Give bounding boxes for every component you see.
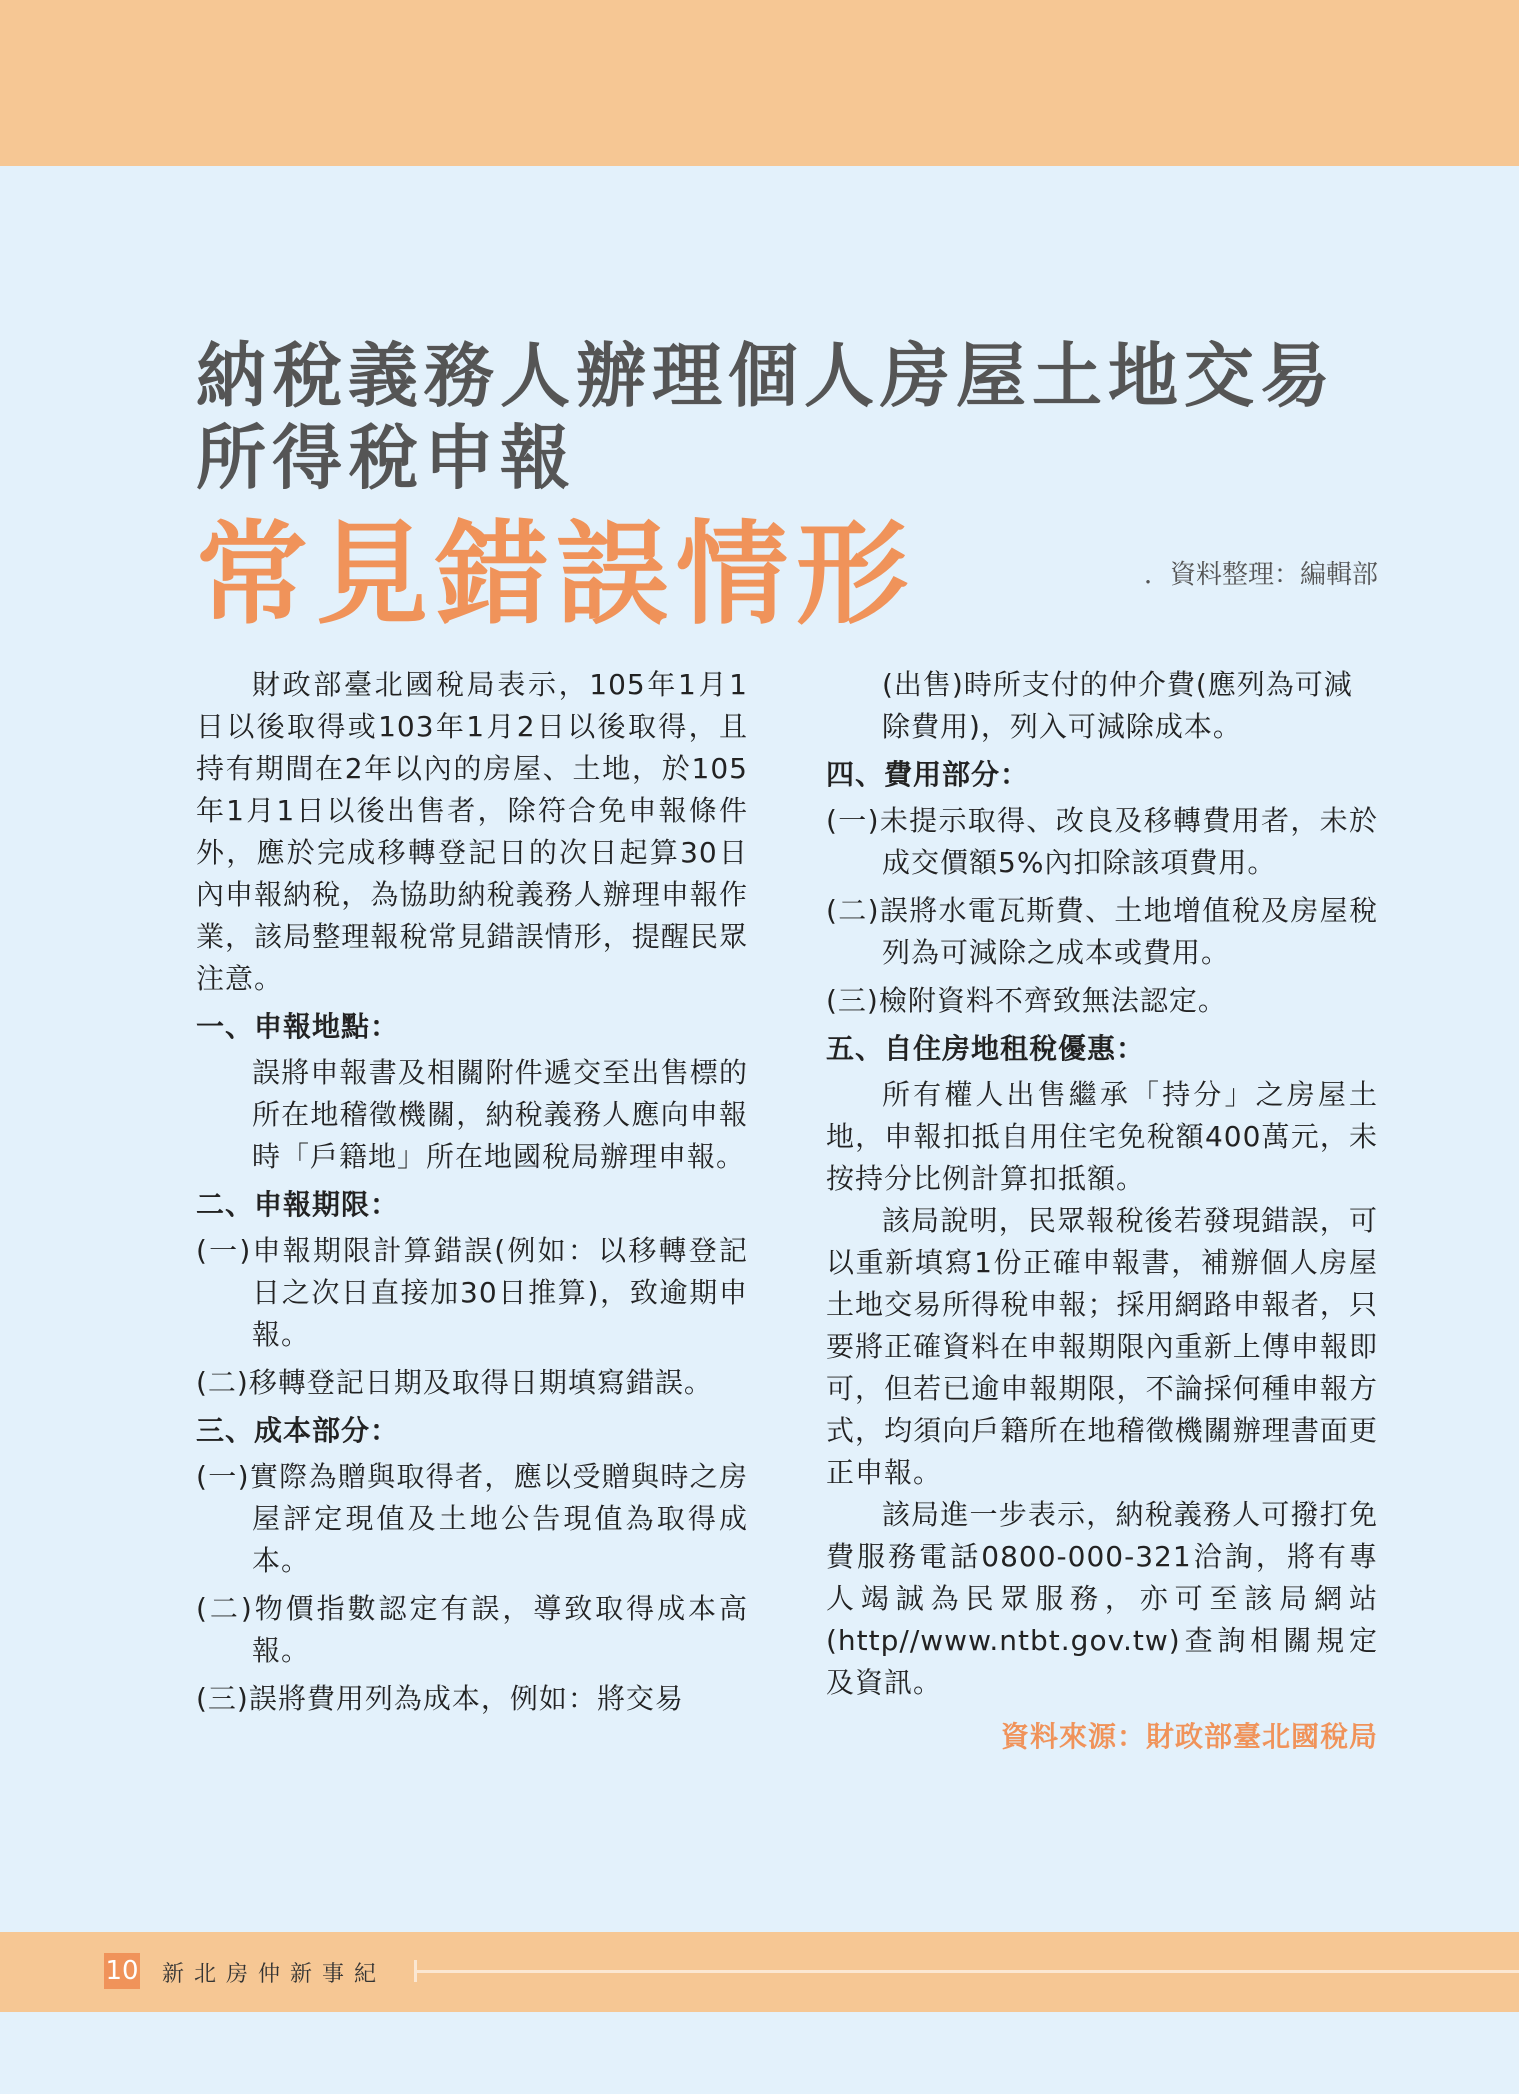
section-3-item-3: (三)誤將費用列為成本，例如：將交易: [196, 1682, 684, 1715]
section-2-item-2: (二)移轉登記日期及取得日期填寫錯誤。: [196, 1366, 713, 1399]
section-4-heading: 四、費用部分：: [826, 758, 1030, 791]
section-3-item-1: (一)實際為贈與取得者，應以受贈與時之房屋評定現值及土地公告現值為取得成本。: [196, 1460, 748, 1577]
section-5-body: 所有權人出售繼承「持分」之房屋土地，申報扣抵自用住宅免稅額400萬元，未按持分比例計算扣抵額。: [826, 1078, 1378, 1195]
contact-paragraph: 該局進一步表示，納稅義務人可撥打免費服務電話0800-000-321洽詢，將有專人竭誠為民眾服務，亦可至該局網站(http//www.ntbt.gov.tw)查詢相關規定及資訊。: [826, 1498, 1378, 1699]
page-number: 10: [104, 1953, 140, 1989]
top-color-band: [0, 0, 1519, 166]
section-3-heading: 三、成本部分：: [196, 1414, 400, 1447]
section-4-item-1: (一)未提示取得、改良及移轉費用者，未於成交價額5%內扣除該項費用。: [826, 804, 1378, 879]
section-3-item-2: (二)物價指數認定有誤，導致取得成本高報。: [196, 1592, 748, 1667]
title-line-1: 納稅義務人辦理個人房屋土地交易: [196, 335, 1336, 417]
editor-credit: ．資料整理：編輯部: [1143, 560, 1378, 590]
intro-paragraph: 財政部臺北國稅局表示，105年1月1日以後取得或103年1月2日以後取得，且持有期間在2年以內的房屋、土地，於105年1月1日以後出售者，除符合免申報條件外，應於完成移轉登記日的次日起算30日內申報納稅，為協助納稅義務人辦理申報作業，該局整理報稅常見錯誤情形，提醒民眾注意。: [196, 668, 748, 995]
magazine-name: 新北房仲新事紀: [162, 1962, 387, 1987]
section-4-item-2: (二)誤將水電瓦斯費、土地增值稅及房屋稅列為可減除之成本或費用。: [826, 894, 1378, 969]
left-column: [196, 664, 748, 1726]
section-1-body: 誤將申報書及相關附件遞交至出售標的所在地稽徵機關，納稅義務人應向申報時「戶籍地」所在地國稅局辦理申報。: [252, 1056, 748, 1173]
section-5-heading: 五、自住房地租稅優惠：: [826, 1032, 1146, 1065]
section-2-heading: 二、申報期限：: [196, 1188, 400, 1221]
explanation-paragraph: 該局說明，民眾報稅後若發現錯誤，可以重新填寫1份正確申報書，補辦個人房屋土地交易所得稅申報；採用網路申報者，只要將正確資料在申報期限內重新上傳申報即可，但若已逾申報期限，不論採何種申報方式，均須向戶籍所在地稽徵機關辦理書面更正申報。: [826, 1204, 1378, 1489]
section-3-item-3-continued: (出售)時所支付的仲介費(應列為可減除費用)，列入可減除成本。: [882, 668, 1353, 743]
article-subtitle: 常見錯誤情形: [196, 510, 916, 640]
article-title: [196, 335, 1396, 499]
footer-divider-line: [416, 1970, 1519, 1973]
title-line-2: 所得稅申報: [196, 417, 576, 499]
section-2-item-1: (一)申報期限計算錯誤(例如：以移轉登記日之次日直接加30日推算)，致逾期申報。: [196, 1234, 748, 1351]
section-4-item-3: (三)檢附資料不齊致無法認定。: [826, 984, 1227, 1017]
source-credit: 資料來源：財政部臺北國稅局: [1000, 1720, 1378, 1753]
section-1-heading: 一、申報地點：: [196, 1010, 400, 1043]
right-column: [826, 664, 1378, 1758]
